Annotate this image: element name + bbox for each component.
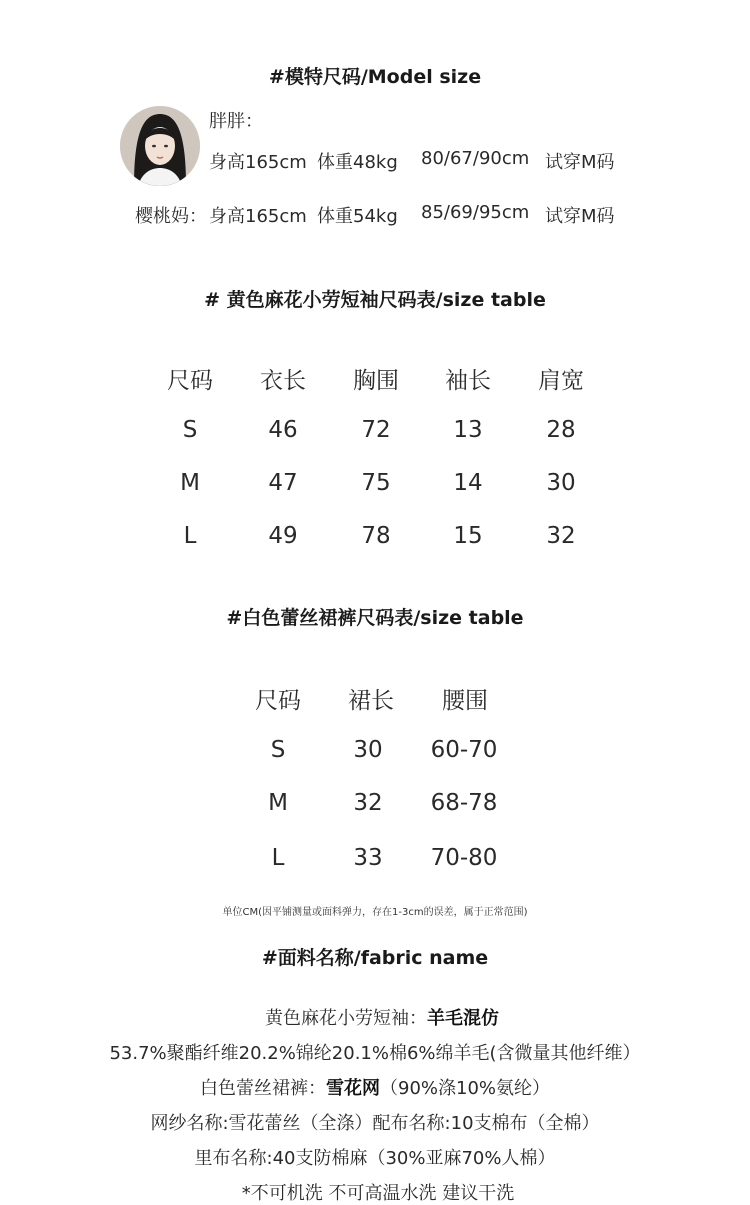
model2-weight: 体重54kg bbox=[317, 206, 398, 227]
fabric-top-label: 黄色麻花小劳短袖： bbox=[265, 1008, 427, 1029]
fabric-line-skirt bbox=[200, 1074, 550, 1100]
model2-tried-size: 试穿M码 bbox=[545, 206, 615, 227]
care-instructions: *不可机洗 不可高温水洗 建议干洗 bbox=[241, 1183, 515, 1204]
model2-height: 身高165cm bbox=[209, 206, 307, 227]
table-cell: 60-70 bbox=[430, 737, 498, 763]
table-cell: 14 bbox=[453, 470, 483, 496]
fabric-skirt-material: 雪花网 bbox=[325, 1078, 380, 1099]
table-cell: M bbox=[180, 470, 200, 496]
fabric-title: #面料名称/fabric name bbox=[261, 947, 489, 969]
table-cell: 70-80 bbox=[430, 845, 498, 871]
table-header: 肩宽 bbox=[538, 368, 584, 394]
unit-note: 单位CM(因平铺测量或面料弹力，存在1-3cm的误差，属于正常范围) bbox=[222, 907, 528, 918]
fabric-top-material: 羊毛混仿 bbox=[427, 1008, 499, 1029]
table-cell: 30 bbox=[546, 470, 576, 496]
model1-name: 胖胖： bbox=[209, 111, 263, 132]
table-cell: 68-78 bbox=[430, 790, 498, 816]
model2-measurements: 85/69/95cm bbox=[421, 202, 530, 223]
table-cell: 72 bbox=[361, 417, 391, 443]
model1-height: 身高165cm bbox=[209, 152, 307, 173]
model-avatar bbox=[120, 106, 200, 186]
table-cell: 46 bbox=[268, 417, 298, 443]
table-cell: 49 bbox=[268, 523, 298, 549]
table-header: 裙长 bbox=[348, 688, 394, 714]
fabric-skirt-composition: （90%涤10%氨纶） bbox=[379, 1078, 551, 1099]
table-header: 尺码 bbox=[255, 688, 301, 714]
table-cell: 28 bbox=[546, 417, 576, 443]
table-cell: S bbox=[270, 737, 286, 763]
top-size-table-title: # 黄色麻花小劳短袖尺码表/size table bbox=[204, 289, 546, 311]
model1-tried-size: 试穿M码 bbox=[545, 152, 615, 173]
fabric-mesh-info: 网纱名称:雪花蕾丝（全涤）配布名称:10支棉布（全棉） bbox=[150, 1113, 600, 1134]
table-cell: 33 bbox=[353, 845, 383, 871]
fabric-line-top bbox=[265, 1004, 499, 1030]
table-cell: 78 bbox=[361, 523, 391, 549]
model1-measurements: 80/67/90cm bbox=[421, 148, 530, 169]
table-cell: L bbox=[183, 523, 197, 549]
skirt-size-table-title: #白色蕾丝裙裤尺码表/size table bbox=[226, 607, 524, 629]
fabric-top-composition: 53.7%聚酯纤维20.2%锦纶20.1%棉6%绵羊毛(含微量其他纤维） bbox=[109, 1043, 641, 1064]
table-header: 腰围 bbox=[442, 688, 488, 714]
table-cell: 32 bbox=[546, 523, 576, 549]
table-cell: 47 bbox=[268, 470, 298, 496]
table-header: 衣长 bbox=[260, 368, 306, 394]
model-portrait-icon bbox=[120, 106, 200, 186]
table-cell: M bbox=[268, 790, 288, 816]
table-cell: L bbox=[271, 845, 285, 871]
table-cell: 32 bbox=[353, 790, 383, 816]
model-size-title: #模特尺码/Model size bbox=[268, 66, 482, 88]
table-cell: 13 bbox=[453, 417, 483, 443]
table-header: 袖长 bbox=[445, 368, 491, 394]
model1-weight: 体重48kg bbox=[317, 152, 398, 173]
table-cell: 75 bbox=[361, 470, 391, 496]
table-cell: S bbox=[182, 417, 198, 443]
table-cell: 30 bbox=[353, 737, 383, 763]
fabric-lining-info: 里布名称:40支防棉麻（30%亚麻70%人棉） bbox=[194, 1148, 556, 1169]
fabric-skirt-label: 白色蕾丝裙裤： bbox=[199, 1078, 326, 1099]
table-header: 胸围 bbox=[353, 368, 399, 394]
table-cell: 15 bbox=[453, 523, 483, 549]
table-header: 尺码 bbox=[167, 368, 213, 394]
model2-name: 樱桃妈： bbox=[135, 206, 207, 227]
